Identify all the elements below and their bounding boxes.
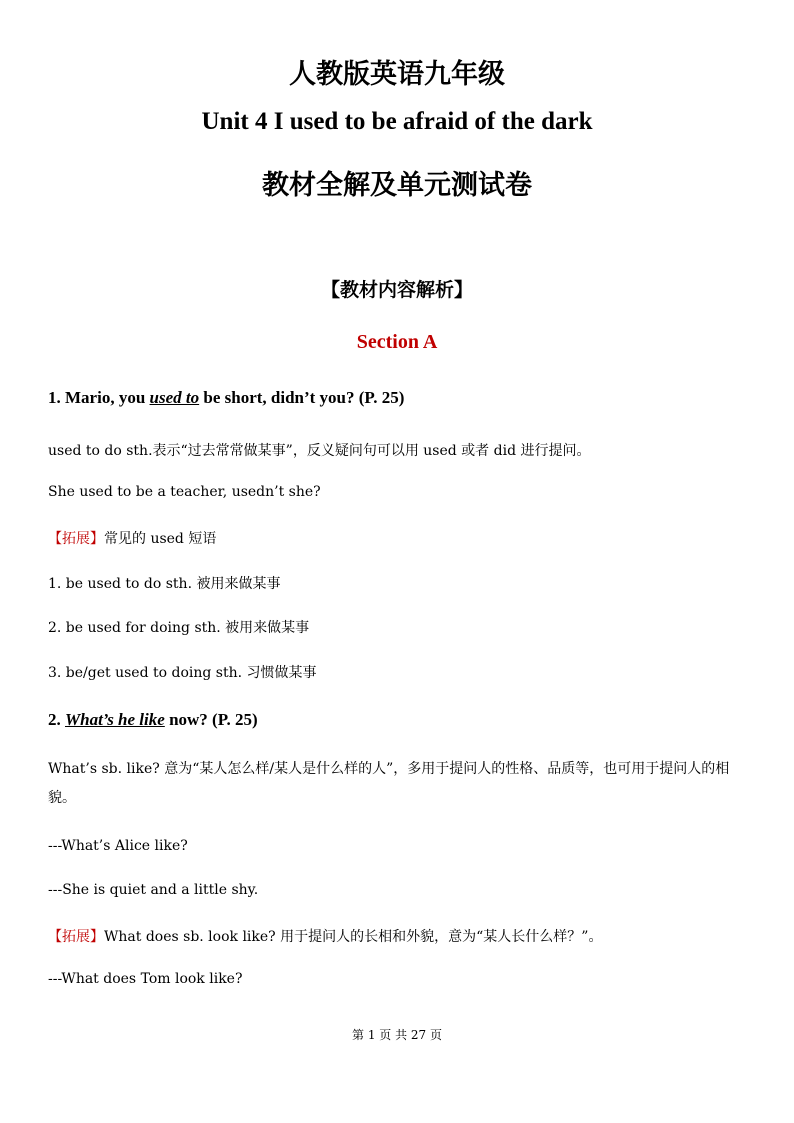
content-heading: 【教材内容解析】	[320, 279, 473, 301]
item-2-title	[48, 710, 258, 730]
expand-text: What does sb. look like? 用于提问人的长相和外貌，意为“某人长什么样？”。	[104, 929, 603, 945]
item-1-title-emphasis: used to	[149, 388, 200, 407]
item-2-expand	[48, 926, 602, 946]
item-2-example: ---What does Tom look like?	[48, 971, 243, 987]
item-2-title-suffix: now? (P. 25)	[164, 710, 258, 729]
section-title: Section A	[356, 331, 438, 353]
phrase-item: 1. be used to do sth. 被用来做某事	[48, 576, 281, 592]
phrase-item: 3. be/get used to doing sth. 习惯做某事	[48, 665, 317, 681]
item-1-explanation: used to do sth.表示“过去常常做某事”，反义疑问句可以用 used 或者 did 进行提问。	[48, 443, 591, 459]
item-2-title-prefix: 2.	[48, 710, 65, 729]
document-title-line-1: 人教版英语九年级	[289, 59, 505, 90]
item-2-explanation: What’s sb. like? 意为“某人怎么样/某人是什么样的人”，多用于提问人的性格、品质等，也可用于提问人的相貌。	[48, 761, 730, 806]
expand-text: 常见的 used 短语	[104, 531, 217, 547]
item-1-example: She used to be a teacher, usedn’t she?	[48, 484, 321, 500]
item-2-title-emphasis: What’s he like	[65, 710, 165, 729]
item-1-title	[48, 388, 404, 408]
document-title-line-2: Unit 4 I used to be afraid of the dark	[201, 108, 593, 135]
expand-tag: 【拓展】	[48, 531, 104, 547]
item-1-title-prefix: 1. Mario, you	[48, 388, 150, 407]
document-title-line-3: 教材全解及单元测试卷	[262, 170, 532, 201]
expand-tag: 【拓展】	[48, 929, 104, 945]
item-1-expand	[48, 528, 216, 548]
dialog-line: ---What’s Alice like?	[48, 838, 188, 854]
dialog-line: ---She is quiet and a little shy.	[48, 882, 259, 898]
page-number: 第 1 页 共 27 页	[352, 1028, 442, 1042]
item-1-title-suffix: be short, didn’t you? (P. 25)	[199, 388, 405, 407]
phrase-item: 2. be used for doing sth. 被用来做某事	[48, 620, 310, 636]
